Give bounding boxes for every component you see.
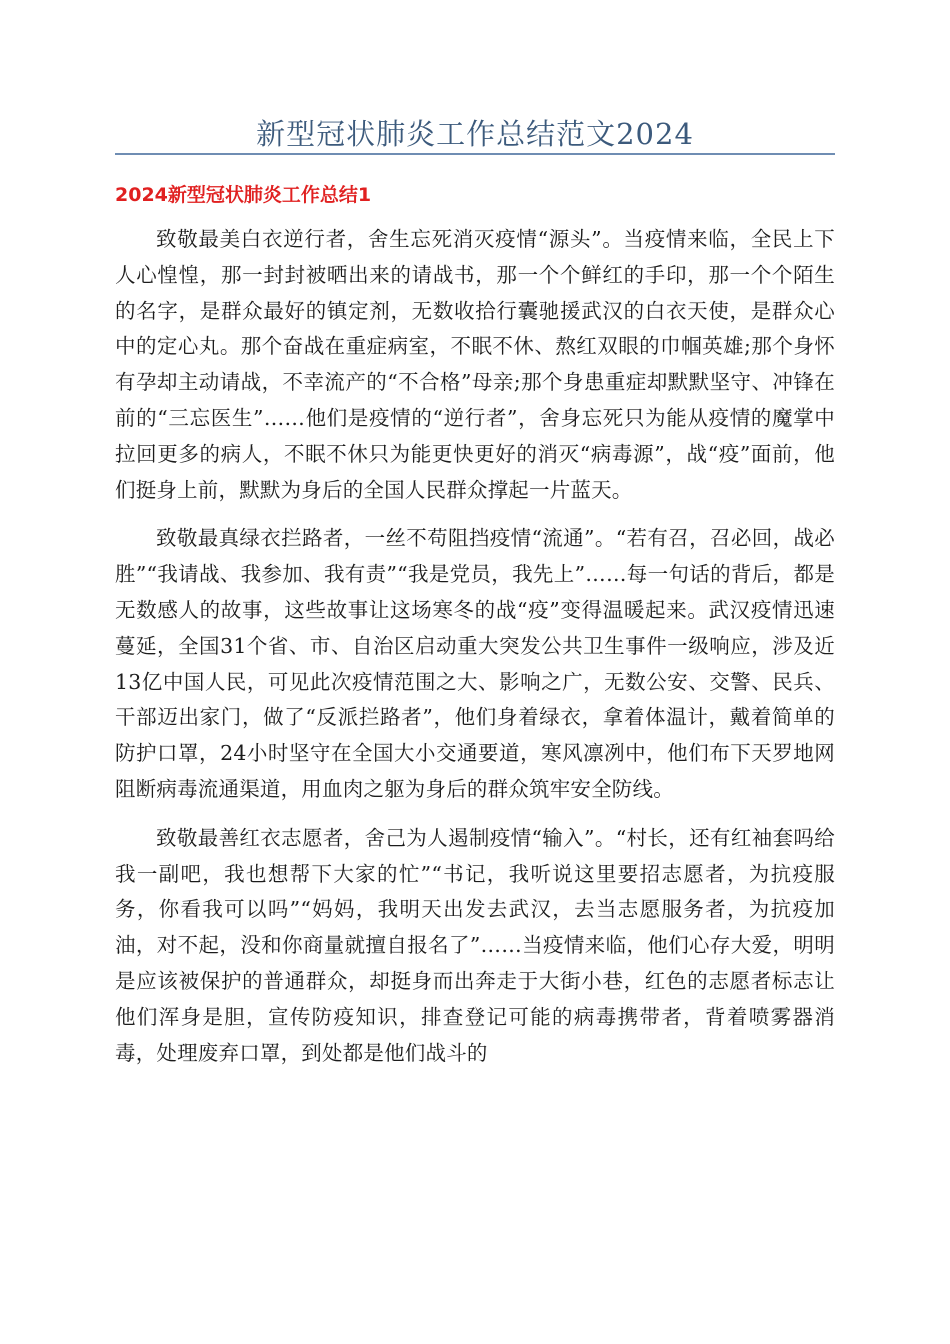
paragraph-1: 致敬最美白衣逆行者，舍生忘死消灭疫情“源头”。当疫情来临，全民上下人心惶惶，那一封封被晒出来的请战书，那一个个鲜红的手印，那一个个陌生的名字，是群众最好的镇定剂，无数收拾行囊驰援武汉的白衣天使，是群众心中的定心丸。那个奋战在重症病室，不眠不休、熬红双眼的巾帼英雄;那个身怀有孕却主动请战，不幸流产的“不合格”母亲;那个身患重症却默默坚守、冲锋在前的“三忘医生”……他们是疫情的“逆行者”，舍身忘死只为能从疫情的魔掌中拉回更多的病人，不眠不休只为能更快更好的消灭“病毒源”，战“疫”面前，他们挺身上前，默默为身后的全国人民群众撑起一片蓝天。: [115, 227, 835, 502]
document-title: 新型冠状肺炎工作总结范文2024: [256, 117, 694, 151]
section-heading: 2024新型冠状肺炎工作总结1: [115, 184, 372, 206]
title-underline: [115, 153, 835, 155]
paragraph-3: 致敬最善红衣志愿者，舍己为人遏制疫情“输入”。“村长，还有红袖套吗给我一副吧，我也想帮下大家的忙”“书记，我听说这里要招志愿者，为抗疫服务，你看我可以吗”“妈妈，我明天出发去武汉，去当志愿服务者，为抗疫加油，对不起，没和你商量就擅自报名了”……当疫情来临，他们心存大爱，明明是应该被保护的普通群众，却挺身而出奔走于大街小巷，红色的志愿者标志让他们浑身是胆，宣传防疫知识，排查登记可能的病毒携带者，背着喷雾器消毒，处理废弃口罩，到处都是他们战斗的: [115, 825, 835, 1065]
paragraph-2: 致敬最真绿衣拦路者，一丝不苟阻挡疫情“流通”。“若有召，召必回，战必胜”“我请战、我参加、我有责”“我是党员，我先上”……每一句话的背后，都是无数感人的故事，这些故事让这场寒冬的战“疫”变得温暖起来。武汉疫情迅速蔓延，全国31个省、市、自治区启动重大突发公共卫生事件一级响应，涉及近13亿中国人民，可见此次疫情范围之大、影响之广，无数公安、交警、民兵、干部迈出家门，做了“反派拦路者”，他们身着绿衣，拿着体温计，戴着简单的防护口罩，24小时坚守在全国大小交通要道，寒风凛冽中，他们布下天罗地网阻断病毒流通渠道，用血肉之躯为身后的群众筑牢安全防线。: [115, 526, 835, 801]
document-body: [115, 222, 835, 1084]
